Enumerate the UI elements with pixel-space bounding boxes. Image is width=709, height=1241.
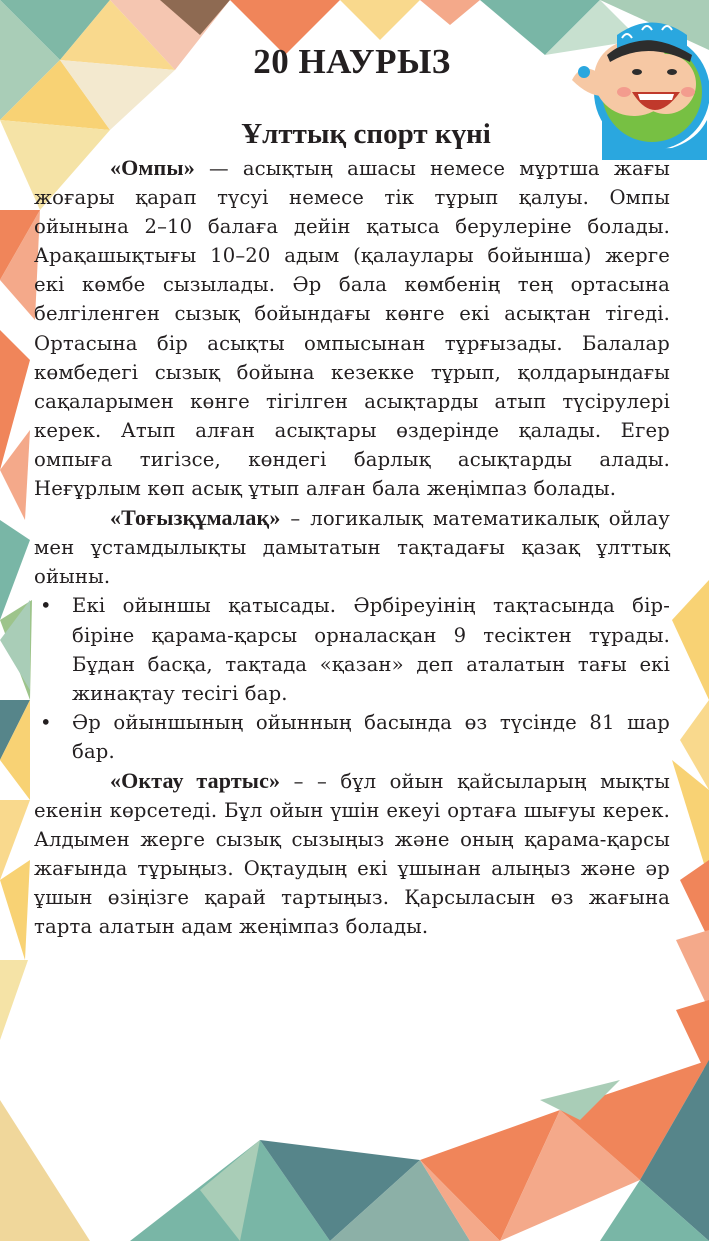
paragraph-ompy-text: — асықтың ашасы немесе мұртша жағы жоғары қарап түсуі немесе тік тұрып қалуы. Омпы ойынына 2–10 балаға дейін қатыса берулеріне болады. Арақашықтығы 10–20 адым (қалаулары бойынша) жерге екі көмбе сызылады. Әр бала көмбенің тең ортасына белгіленген сызық бойындағы көнге екі асықтан тігеді. Ортасына бір асықты омпысынан тұрғызады. Балалар көмбедегі сызық бойына кезекке тұрып, қолдарындағы сақаларымен көнге тігілген асықтарды атып түсірулері керек. Атып алған асықтары өздерінде қалады. Егер омпыға тигізсе, көндегі барлық асықтарды алады. Неғұрлым көп асық ұтып алған бала жеңімпаз болады.: [34, 157, 670, 501]
term-ompy: «Омпы»: [110, 155, 195, 180]
bullet-icon: •: [40, 710, 52, 734]
paragraph-oktau: [34, 766, 670, 942]
date-title: 20 НАУРЫЗ: [253, 42, 451, 81]
rules-list: [34, 591, 670, 766]
page-subtitle: Ұлттық спорт күні: [241, 118, 491, 150]
list-item-text: Екі ойыншы қатысады. Әрбіреуінің тақтасында бір-біріне қарама-қарсы орналасқан 9 тесіктен тұрады. Бұдан басқа, тақтада «қазан» деп аталатын тағы екі жинақтау тесігі бар.: [72, 594, 670, 705]
bullet-icon: •: [40, 594, 52, 618]
paragraph-ompy: [34, 153, 670, 503]
paragraph-togyzkumalak: [34, 503, 670, 591]
paragraph-togyzkumalak-text: – логикалық математикалық ойлау мен ұстамдылықты дамытатын тақтадағы қазақ ұлттық ойыны.: [34, 507, 670, 589]
list-item-text: Әр ойыншының ойынның басында өз түсінде 81 шар бар.: [72, 710, 670, 763]
paragraph-oktau-text: – – бұл ойын қайсыларың мықты екенін көрсетеді. Бұл ойын үшін екеуі ортаға шығуы керек. Алдымен жерге сызық сызыңыз және оның қарама-қарсы жағында тұрыңыз. Оқтаудың екі ұшынан алыңыз және әр ұшын өзіңізге қарай тартыңыз. Қарсыласын өз жағына тарта алатын адам жеңімпаз болады.: [34, 769, 670, 939]
term-oktau: «Октау тартыс»: [110, 767, 281, 793]
list-item: [34, 708, 670, 766]
body-text: [34, 153, 670, 942]
list-item: [34, 591, 670, 707]
term-togyzkumalak: «Тоғызқұмалақ»: [110, 505, 281, 531]
